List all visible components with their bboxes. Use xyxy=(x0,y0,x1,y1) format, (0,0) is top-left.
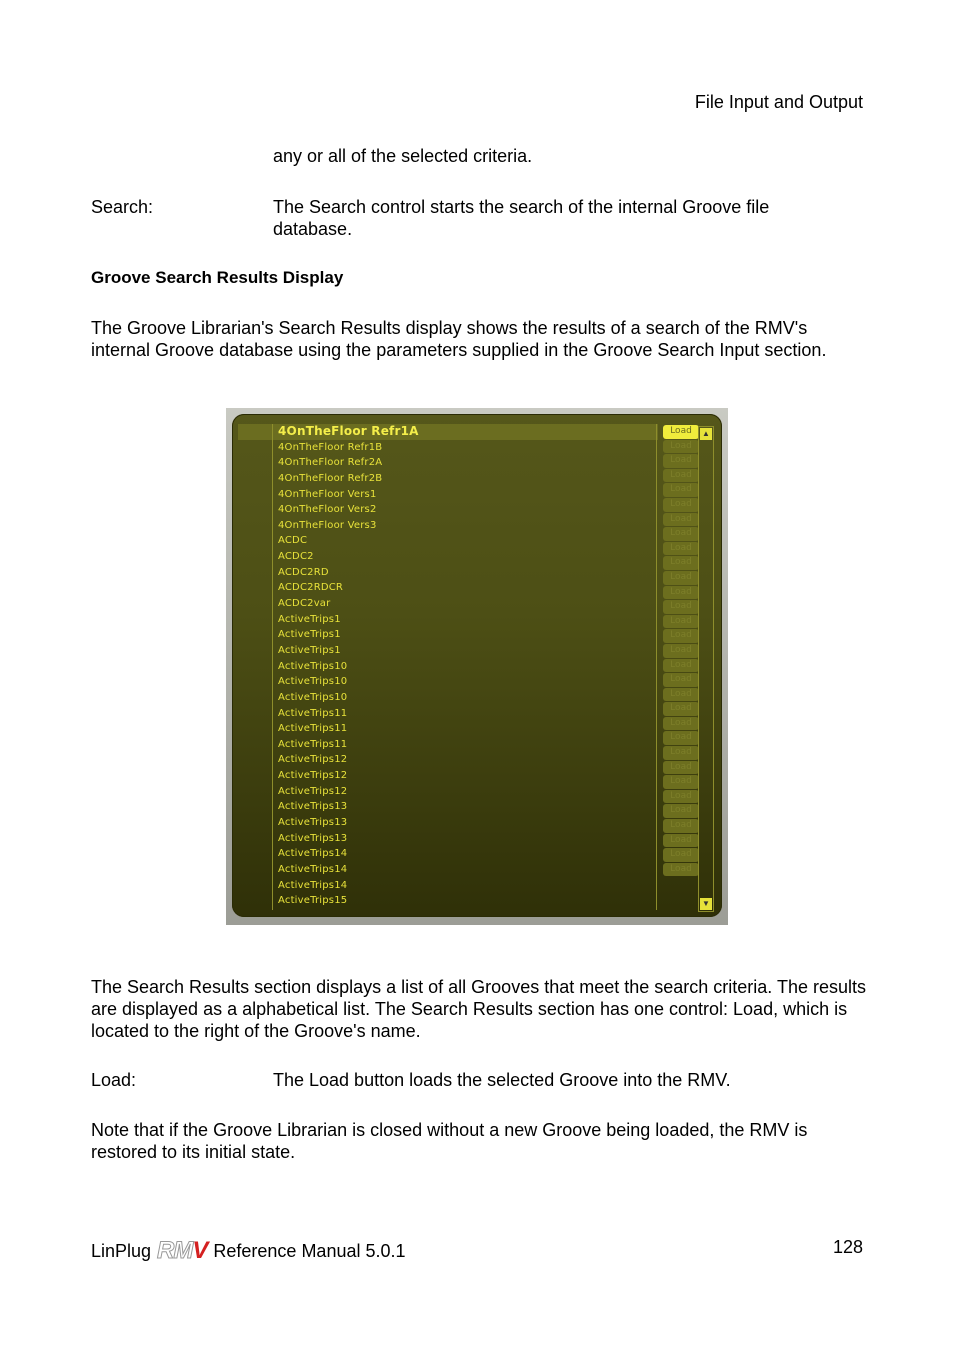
load-button[interactable]: Load xyxy=(663,629,699,643)
list-item[interactable]: ACDC2 xyxy=(278,551,314,563)
footer-left xyxy=(91,1237,406,1265)
scroll-down-icon[interactable]: ▼ xyxy=(700,898,712,910)
list-item[interactable]: ActiveTrips11 xyxy=(278,738,348,750)
scrollbar[interactable] xyxy=(698,426,714,912)
load-button[interactable]: Load xyxy=(663,790,699,804)
load-button[interactable]: Load xyxy=(663,775,699,789)
load-button[interactable]: Load xyxy=(663,702,699,716)
list-item[interactable]: ActiveTrips10 xyxy=(278,691,348,703)
load-button[interactable]: Load xyxy=(663,571,699,585)
load-button[interactable]: Load xyxy=(663,834,699,848)
load-button[interactable]: Load xyxy=(663,863,699,877)
list-item[interactable]: ACDC2RD xyxy=(278,566,329,578)
list-item[interactable]: 4OnTheFloor Vers3 xyxy=(278,519,377,531)
list-item[interactable]: 4OnTheFloor Vers1 xyxy=(278,488,377,500)
intro-paragraph: The Groove Librarian's Search Results display shows the results of a search of the RMV's internal Groove database using the parameters supplied in the Groove Search Input section. xyxy=(91,318,827,360)
list-item[interactable]: ActiveTrips13 xyxy=(278,832,348,844)
list-item[interactable]: 4OnTheFloor Refr2B xyxy=(278,472,383,484)
load-button[interactable]: Load xyxy=(663,688,699,702)
list-item[interactable]: ActiveTrips1 xyxy=(278,644,341,656)
load-button[interactable]: Load xyxy=(663,425,699,439)
load-button[interactable]: Load xyxy=(663,527,699,541)
list-item[interactable]: ActiveTrips15 xyxy=(278,895,348,907)
load-term: Load: xyxy=(91,1070,137,1090)
list-item[interactable]: ActiveTrips10 xyxy=(278,676,348,688)
list-item[interactable]: ActiveTrips12 xyxy=(278,785,348,797)
list-item[interactable]: ActiveTrips12 xyxy=(278,754,348,766)
load-button[interactable]: Load xyxy=(663,498,699,512)
load-button[interactable]: Load xyxy=(663,483,699,497)
load-button[interactable]: Load xyxy=(663,717,699,731)
load-button[interactable]: Load xyxy=(663,586,699,600)
list-item[interactable]: 4OnTheFloor Refr2A xyxy=(278,457,383,469)
list-item[interactable]: ActiveTrips14 xyxy=(278,879,348,891)
list-item[interactable]: ActiveTrips1 xyxy=(278,629,341,641)
list-item[interactable]: 4OnTheFloor Refr1A xyxy=(238,424,658,440)
load-button[interactable]: Load xyxy=(663,615,699,629)
load-button[interactable]: Load xyxy=(663,469,699,483)
load-button[interactable]: Load xyxy=(663,804,699,818)
load-button[interactable]: Load xyxy=(663,600,699,614)
section-header: File Input and Output xyxy=(694,92,863,112)
list-item[interactable]: ActiveTrips13 xyxy=(278,801,348,813)
criteria-text: any or all of the selected criteria. xyxy=(273,146,533,166)
list-item[interactable]: ACDC xyxy=(278,535,308,547)
footer-brand: LinPlug xyxy=(91,1240,152,1261)
load-button[interactable]: Load xyxy=(663,440,699,454)
load-description: The Load button loads the selected Groove into the RMV. xyxy=(273,1070,731,1090)
list-item[interactable]: ActiveTrips14 xyxy=(278,863,348,875)
page-number: 128 xyxy=(832,1237,863,1257)
load-button[interactable]: Load xyxy=(663,848,699,862)
load-column xyxy=(656,424,701,910)
list-item[interactable]: ActiveTrips14 xyxy=(278,848,348,860)
list-item[interactable]: ActiveTrips1 xyxy=(278,613,341,625)
list-item[interactable]: ACDC2RDCR xyxy=(278,582,344,594)
list-item[interactable]: ActiveTrips11 xyxy=(278,723,348,735)
list-item[interactable]: 4OnTheFloor Refr1B xyxy=(278,441,383,453)
load-button[interactable]: Load xyxy=(663,731,699,745)
load-button[interactable]: Load xyxy=(663,542,699,556)
search-term: Search: xyxy=(91,197,154,217)
results-list xyxy=(238,424,658,910)
load-button[interactable]: Load xyxy=(663,673,699,687)
groove-results-screenshot xyxy=(226,408,728,925)
scroll-up-icon[interactable]: ▲ xyxy=(700,428,712,440)
load-button[interactable]: Load xyxy=(663,819,699,833)
list-item[interactable]: ActiveTrips10 xyxy=(278,660,348,672)
load-button[interactable]: Load xyxy=(663,761,699,775)
note-paragraph: Note that if the Groove Librarian is closed without a new Groove being loaded, the RMV is restored to its initial state. xyxy=(91,1120,808,1162)
footer-manual: Reference Manual 5.0.1 xyxy=(213,1240,406,1261)
results-paragraph: The Search Results section displays a list of all Grooves that meet the search criteria. The results are displayed as a alphabetical list. The Search Results section has one control: Load, which is located to the right of the Groove's name. xyxy=(91,977,867,1041)
list-item[interactable]: ActiveTrips12 xyxy=(278,770,348,782)
list-item[interactable]: ActiveTrips11 xyxy=(278,707,348,719)
load-button[interactable]: Load xyxy=(663,659,699,673)
section-heading: Groove Search Results Display xyxy=(91,268,344,287)
search-description: The Search control starts the search of the internal Groove file database. xyxy=(273,197,770,239)
load-button[interactable]: Load xyxy=(663,454,699,468)
list-item[interactable]: 4OnTheFloor Vers2 xyxy=(278,504,377,516)
load-button[interactable]: Load xyxy=(663,513,699,527)
list-item[interactable]: ACDC2var xyxy=(278,598,331,610)
rmv-logo: RMV xyxy=(157,1237,208,1264)
load-button[interactable]: Load xyxy=(663,556,699,570)
results-panel xyxy=(232,414,722,917)
load-button[interactable]: Load xyxy=(663,644,699,658)
load-button[interactable]: Load xyxy=(663,746,699,760)
list-item[interactable]: ActiveTrips13 xyxy=(278,817,348,829)
list-divider xyxy=(272,424,273,910)
